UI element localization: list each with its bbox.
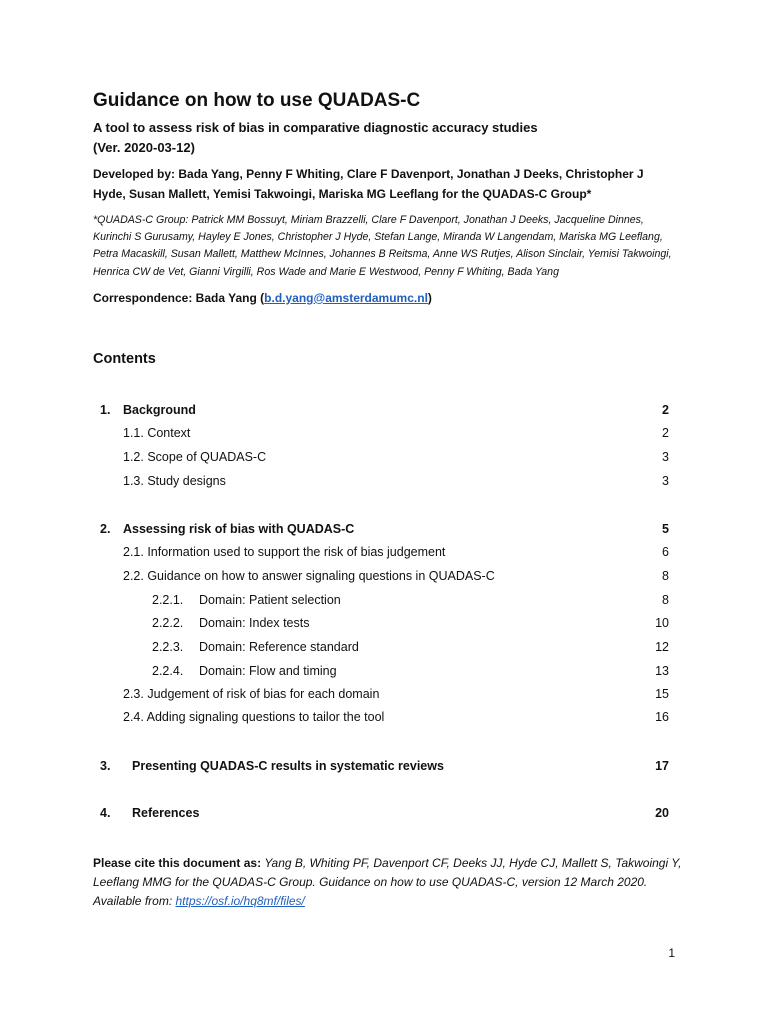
toc-entry-scope[interactable] <box>93 447 669 467</box>
citation-url-link[interactable]: https://osf.io/hq8mf/files/ <box>175 894 305 908</box>
document-title: Guidance on how to use QUADAS-C <box>93 90 421 111</box>
toc-entry-context[interactable] <box>93 423 669 443</box>
toc-entry-label: 1.1. Context <box>123 426 191 440</box>
citation-label: Please cite this document as: <box>93 856 265 870</box>
toc-entry-label: 2.1. Information used to support the risk of bias judgement <box>123 545 446 559</box>
toc-entry-number: 2. <box>100 522 111 536</box>
toc-entry-label: 1.3. Study designs <box>123 474 226 488</box>
toc-entry-page: 3 <box>662 450 669 464</box>
toc-entry-label: 2.4. Adding signaling questions to tailor the tool <box>123 710 385 724</box>
toc-entry-label: Presenting QUADAS-C results in systematic reviews <box>132 759 444 773</box>
toc-entry-adding-questions[interactable] <box>93 707 669 727</box>
toc-entry-assessing-risk[interactable] <box>93 519 669 539</box>
toc-entry-references[interactable] <box>93 803 669 823</box>
toc-entry-page: 16 <box>655 710 669 724</box>
toc-entry-label: Assessing risk of bias with QUADAS-C <box>123 522 355 536</box>
toc-entry-guidance-signaling[interactable] <box>93 566 669 586</box>
toc-entry-number: 2.2.4. <box>152 664 184 678</box>
toc-entry-label: 2.2. Guidance on how to answer signaling questions in QUADAS-C <box>123 569 495 583</box>
toc-entry-index-tests[interactable] <box>93 613 669 633</box>
toc-entry-number: 2.2.3. <box>152 640 184 654</box>
toc-entry-page: 13 <box>655 664 669 678</box>
document-subtitle: A tool to assess risk of bias in comparative diagnostic accuracy studies <box>93 120 538 135</box>
toc-entry-reference-standard[interactable] <box>93 637 669 657</box>
toc-entry-background[interactable] <box>93 400 669 420</box>
toc-entry-page: 10 <box>655 616 669 630</box>
toc-entry-label: Background <box>123 403 196 417</box>
toc-entry-number: 2.2.2. <box>152 616 184 630</box>
toc-entry-page: 3 <box>662 474 669 488</box>
toc-entry-presenting-results[interactable] <box>93 756 669 776</box>
toc-entry-label: Domain: Patient selection <box>199 593 341 607</box>
toc-entry-number: 4. <box>100 806 111 820</box>
citation-text: Yang B, Whiting PF, Davenport CF, Deeks JJ, Hyde CJ, Mallett S, Takwoingi Y, Leeflang MMG for the QUADAS-C Group. Guidance on how to use QUADAS-C, version 12 March 2020. Available from: <box>93 856 682 908</box>
toc-entry-page: 15 <box>655 687 669 701</box>
correspondence-label: Correspondence: Bada Yang ( <box>93 290 265 305</box>
citation <box>93 854 683 911</box>
toc-entry-label: References <box>132 806 200 820</box>
toc-entry-page: 2 <box>662 426 669 440</box>
page-number: 1 <box>668 946 675 960</box>
toc-entry-page: 8 <box>662 569 669 583</box>
toc-entry-page: 6 <box>662 545 669 559</box>
toc-entry-page: 2 <box>662 403 669 417</box>
toc-entry-label: Domain: Flow and timing <box>199 664 337 678</box>
toc-entry-page: 17 <box>655 759 669 773</box>
toc-entry-page: 8 <box>662 593 669 607</box>
document-header <box>93 88 675 369</box>
developed-by: Developed by: Bada Yang, Penny F Whiting, Clare F Davenport, Jonathan J Deeks, Christopher J Hyde, Susan Mallett, Yemisi Takwoingi, Mariska MG Leeflang for the QUADAS-C Group* <box>93 167 644 201</box>
toc-entry-patient-selection[interactable] <box>93 590 669 610</box>
toc-entry-label: 2.3. Judgement of risk of bias for each domain <box>123 687 380 701</box>
toc-entry-page: 12 <box>655 640 669 654</box>
group-note: *QUADAS-C Group: Patrick MM Bossuyt, Miriam Brazzelli, Clare F Davenport, Jonathan J Deeks, Jacqueline Dinnes, Kurinchi S Gurusamy, Hayley E Jones, Christopher J Hyde, Stefan Lange, Miranda W Langendam, Mariska MG Leeflang, Petra Macaskill, Susan Mallett, Matthew McInnes, Johannes B Reitsma, Anne WS Rutjes, Alison Sinclair, Yemisi Takwoingi, Henrica CW de Vet, Gianni Virgilli, Ros Wade and Marie E Westwood, Penny F Whiting, Bada Yang <box>93 214 672 278</box>
toc-entry-judgement[interactable] <box>93 684 669 704</box>
contents-heading: Contents <box>93 350 156 367</box>
toc-entry-number: 2.2.1. <box>152 593 184 607</box>
toc-entry-label: 1.2. Scope of QUADAS-C <box>123 450 267 464</box>
document-version: (Ver. 2020-03-12) <box>93 140 195 155</box>
toc-entry-page: 5 <box>662 522 669 536</box>
toc-entry-study-designs[interactable] <box>93 471 669 491</box>
toc-entry-label: Domain: Reference standard <box>199 640 359 654</box>
correspondence <box>93 289 675 307</box>
toc-entry-information-used[interactable] <box>93 542 669 562</box>
correspondence-email-link[interactable]: b.d.yang@amsterdamumc.nl <box>264 290 428 305</box>
toc-entry-number: 3. <box>100 759 111 773</box>
toc-entry-flow-timing[interactable] <box>93 661 669 681</box>
toc-entry-page: 20 <box>655 806 669 820</box>
toc-entry-number: 1. <box>100 403 111 417</box>
correspondence-close: ) <box>427 290 432 305</box>
toc-entry-label: Domain: Index tests <box>199 616 310 630</box>
